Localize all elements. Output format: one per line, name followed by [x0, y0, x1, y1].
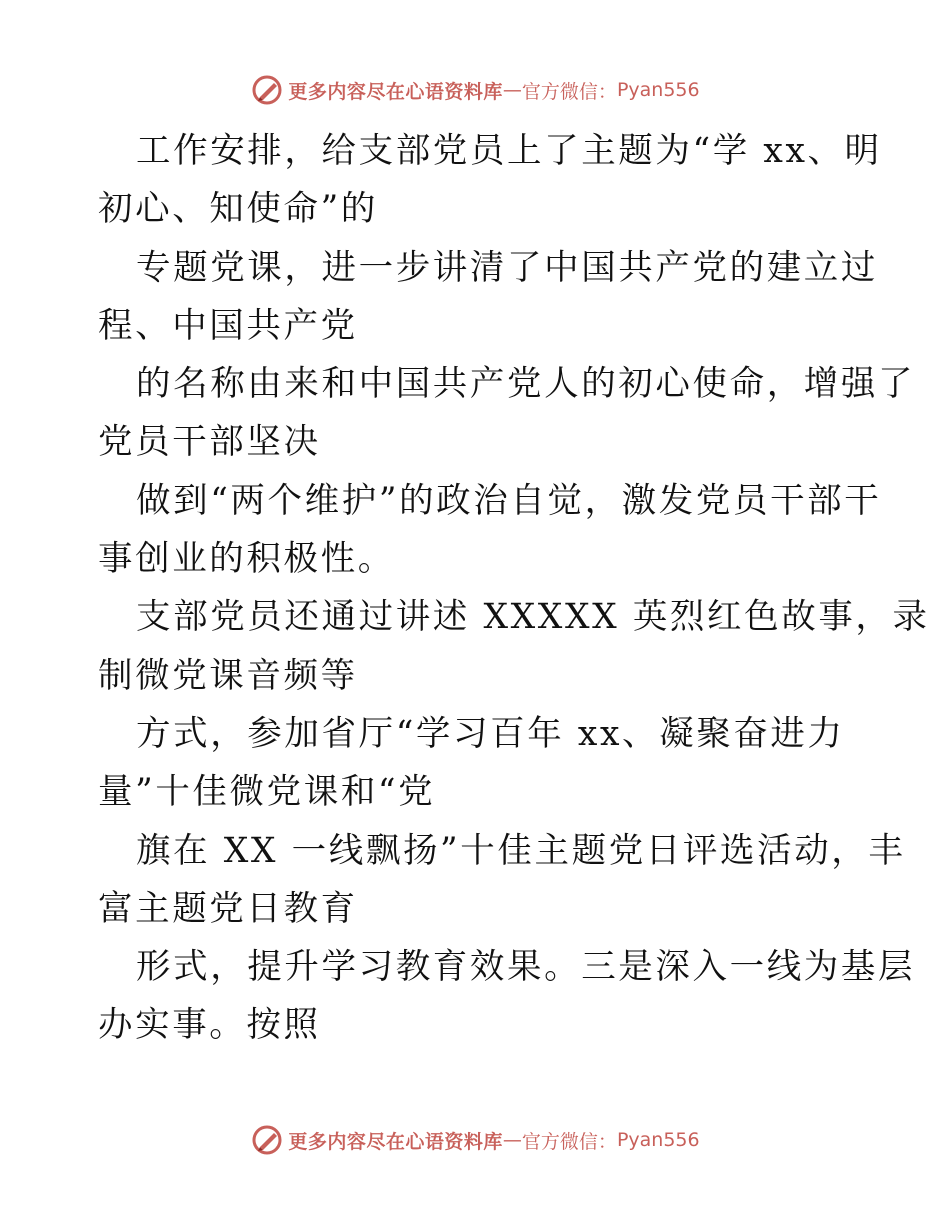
text-line: 做到“两个维护”的政治自觉，激发党员干部干: [136, 480, 882, 521]
watermark-label: 官方微信：: [521, 80, 617, 103]
watermark-text: 更多内容尽在心语资料库: [288, 80, 503, 103]
text-line: 党员干部坚决: [98, 422, 321, 463]
text-line: 初心、知使命”的: [98, 189, 378, 230]
text-line: 事创业的积极性。: [98, 539, 395, 580]
watermark-handle: Pyan556: [616, 79, 700, 101]
text-line: 制微党课音频等: [98, 655, 358, 696]
watermark-label: 官方微信：: [521, 1130, 617, 1153]
watermark-text: 更多内容尽在心语资料库: [288, 1130, 503, 1153]
watermark-dash: —: [502, 79, 522, 101]
text-line: 程、中国共产党: [98, 305, 358, 346]
text-line: 支部党员还通过讲述 XXXXX 英烈红色故事，录: [136, 597, 930, 638]
pen-logo-icon: [250, 1123, 284, 1157]
text-line: 量”十佳微党课和“党: [98, 772, 436, 813]
pen-logo-icon: [250, 73, 284, 107]
text-line: 方式，参加省厅“学习百年 xx、凝聚奋进力: [136, 713, 845, 754]
text-line: 的名称由来和中国共产党人的初心使命，增强了: [136, 364, 916, 405]
text-line: 形式，提升学习教育效果。三是深入一线为基层: [136, 947, 916, 988]
text-line: 工作安排，给支部党员上了主题为“学 xx、明: [136, 131, 882, 171]
text-line: 办实事。按照: [98, 1005, 321, 1046]
watermark-handle: Pyan556: [616, 1129, 700, 1151]
text-line: 旗在 XX 一线飘扬”十佳主题党日评选活动，丰: [136, 830, 906, 871]
header-watermark: [0, 70, 950, 110]
footer-watermark: [0, 1120, 950, 1160]
document-body: [98, 122, 930, 1055]
text-line: 富主题党日教育: [98, 888, 358, 929]
text-line: 专题党课，进一步讲清了中国共产党的建立过: [136, 247, 878, 288]
watermark-dash: —: [502, 1129, 522, 1151]
